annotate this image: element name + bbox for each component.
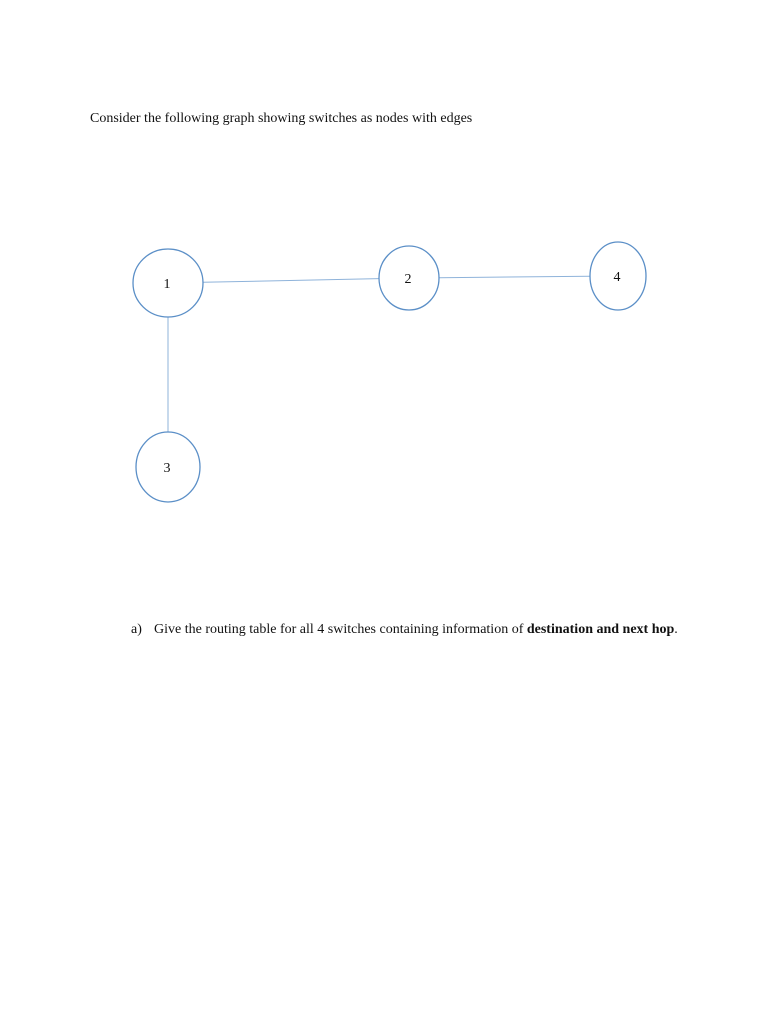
question-a <box>131 620 697 639</box>
node-4-label: 4 <box>613 270 621 285</box>
question-body <box>154 620 697 639</box>
node-1-label: 1 <box>163 277 171 292</box>
question-marker: a) <box>131 622 142 637</box>
intro-text: Consider the following graph showing switches as nodes with edges <box>90 111 473 126</box>
question-bold-destination: destination and next <box>526 622 649 637</box>
graph-nodes <box>133 242 646 502</box>
graph-edges <box>168 276 590 432</box>
question-text-after: . <box>674 622 678 637</box>
node-2-label: 2 <box>404 272 412 287</box>
question-bold-hop: hop <box>651 622 675 637</box>
question-text-before: Give the routing table for all 4 switches containing information of <box>154 622 527 637</box>
node-3-label: 3 <box>163 461 171 476</box>
edge-2-4 <box>439 276 590 277</box>
edge-1-2 <box>203 279 379 283</box>
